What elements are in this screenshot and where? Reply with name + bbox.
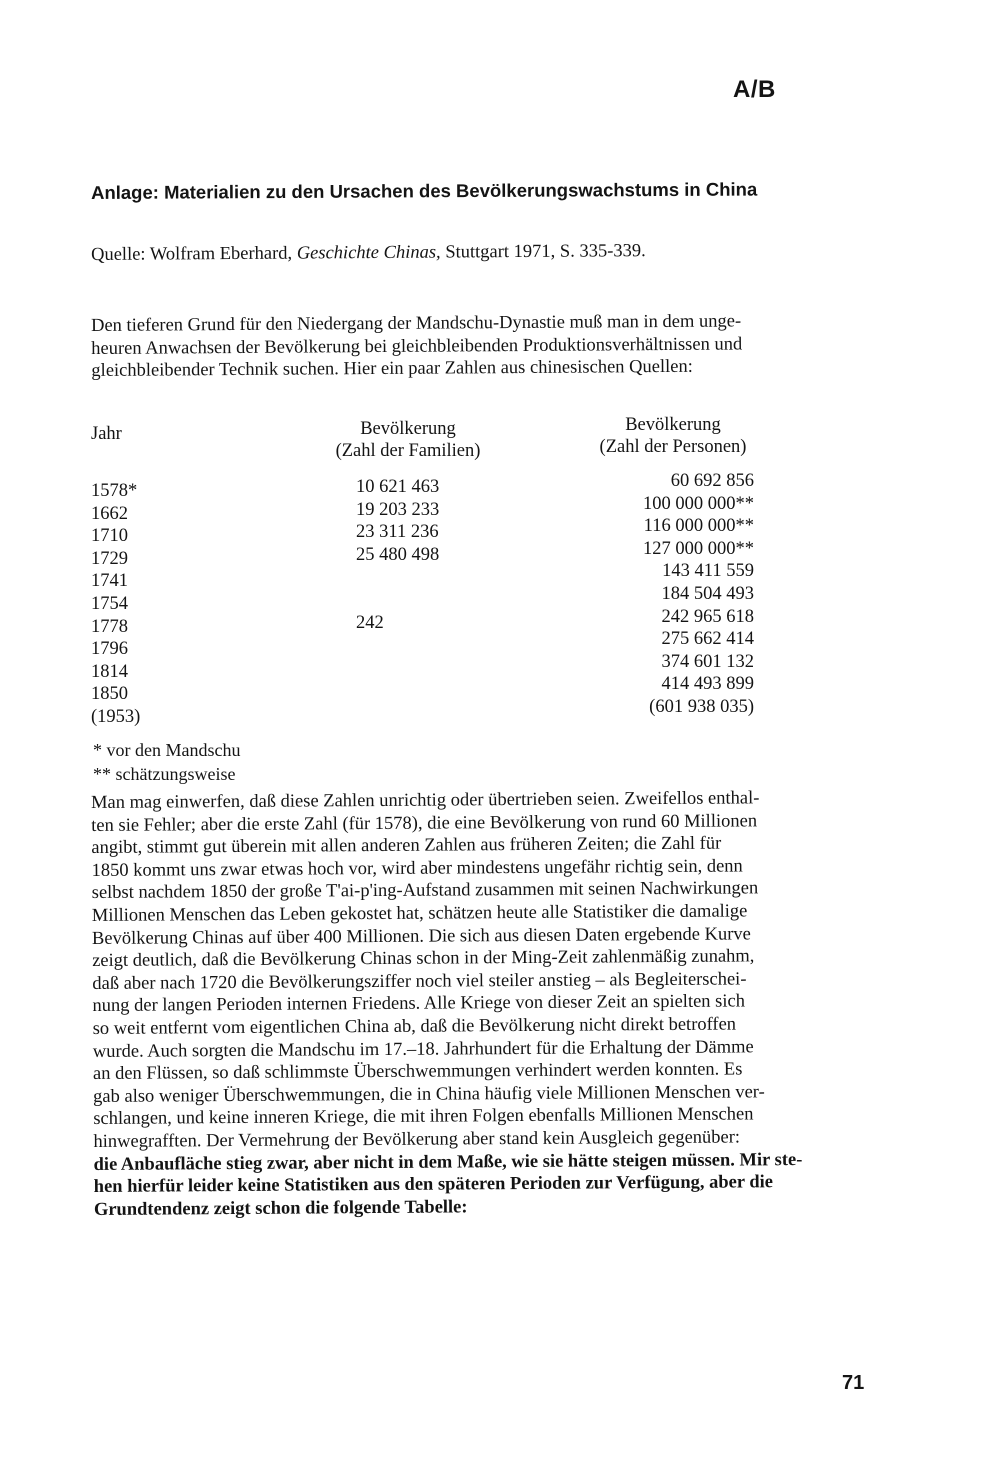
paragraph-line: so weit entfernt vom eigentlichen China ab, daß die Bevölkerung nicht direkt betroffen [92,1014,737,1039]
body-paragraph [91,787,854,1222]
persons-cell: 116 000 000** [643,516,754,537]
footnote: * vor den Mandschu [93,740,241,760]
paragraph-line: heuren Anwachsen der Bevölkerung bei gleichbleibenden Produktionsverhältnissen und [91,334,743,359]
year-cell: (1953) [91,706,141,727]
heading-label: Anlage: [91,181,159,203]
persons-cell: 100 000 000** [643,493,754,514]
page-number: 71 [842,1372,865,1394]
persons-cell: 184 504 493 [661,583,754,604]
paragraph-line: 1850 kommt uns zwar etwas hoch vor, wird aber mindestens ungefähr richtig sein, denn [91,856,743,881]
persons-cell: 374 601 132 [661,651,754,672]
header-families-line1: Bevölkerung [360,419,456,439]
year-cell: 1741 [91,571,128,592]
families-cell [356,702,439,725]
year-cell: 1578* [91,481,138,501]
families-cell [356,634,439,657]
footnote: ** schätzungsweise [93,764,236,784]
persons-cell: 275 662 414 [661,629,754,650]
year-cell: 1814 [91,661,128,682]
source-citation [91,241,646,266]
year-cell: 1778 [91,616,128,637]
families-cell [356,679,439,702]
heading-title: Materialien zu den Ursachen des Bevölkerungswachstums in China [163,178,758,203]
header-persons [585,414,761,458]
persons-cell: 127 000 000** [643,538,754,559]
paragraph-line: ten sie Fehler; aber die erste Zahl (für 1578), die eine Bevölkerung von rund 60 Millionen [91,810,758,836]
paragraph-line: zeigt deutlich, daß die Bevölkerung Chinas schon in der Ming-Zeit zahlenmäßig zunahm, [92,946,755,972]
paragraph-line: Bevölkerung Chinas auf über 400 Millionen. Die sich aus diesen Daten ergebende Kurve [91,923,751,949]
paragraph-line: Man mag einwerfen, daß diese Zahlen unrichtig oder übertrieben seien. Zweifellos enthal- [91,788,760,813]
persons-cell: 143 411 559 [662,561,754,582]
families-cell [356,657,439,680]
paragraph-line: Grundtendenz zeigt schon die folgende Tabelle: [93,1197,468,1220]
persons-column [614,470,754,719]
families-column [356,476,439,725]
header-families [322,418,494,462]
year-cell: 1796 [91,639,128,660]
year-column [91,480,140,729]
page-id: A/B [733,76,776,103]
paragraph-line: nung der langen Perioden internen Friedens. Alle Kriege von dieser Zeit an spielten sich [92,991,746,1017]
paragraph-line: hen hierfür leider keine Statistiken aus den späteren Perioden zur Verfügung, aber die [93,1172,774,1198]
year-cell: 1754 [91,593,128,614]
source-prefix: Quelle: Wolfram Eberhard, [91,243,297,265]
families-cell: 19 203 233 [356,499,440,520]
source-suffix: Stuttgart 1971, S. 335-339. [440,241,646,263]
paragraph-line: daß aber nach 1720 die Bevölkerungsziffer noch viel steiler anstieg – als Begleiterschei- [92,969,747,994]
paragraph-line: gleichbleibender Technik suchen. Hier ein paar Zahlen aus chinesischen Quellen: [91,356,693,382]
paragraph-line: schlangen, und keine inneren Kriege, die mit ihren Folgen ebenfalls Millionen Menschen [93,1104,754,1130]
paragraph-line: wurde. Auch sorgten die Mandschu im 17.–18. Jahrhundert für die Erhaltung der Dämme [92,1036,754,1062]
paragraph-line: die Anbaufläche stieg zwar, aber nicht in dem Maße, wie sie hätte steigen müssen. Mir ste- [93,1149,803,1175]
source-book-title: Geschichte Chinas, [296,242,441,264]
paragraph-line: an den Flüssen, so daß schlimmste Überschwemmungen verhindert werden konnten. Es [92,1059,743,1085]
persons-cell: (601 938 035) [649,696,754,717]
persons-cell: 242 965 618 [661,606,754,627]
header-families-line2: (Zahl der Familien) [335,441,481,461]
year-cell: 1662 [91,503,128,524]
families-cell: 23 311 236 [356,522,439,543]
paragraph-line: gab also weniger Überschwemmungen, die in China häufig viele Millionen Menschen ver- [93,1082,765,1107]
families-cell: 10 621 463 [356,477,440,497]
families-cell [356,566,439,589]
header-year: Jahr [91,424,122,444]
paragraph-line: Den tieferen Grund für den Niedergang der Mandschu-Dynastie muß man in dem unge- [91,311,742,336]
header-persons-line1: Bevölkerung [625,415,721,435]
intro-paragraph [91,310,851,383]
paragraph-line: angibt, stimmt gut überein mit allen anderen Zahlen aus früheren Zeiten; die Zahl für [91,833,722,859]
header-persons-line2: (Zahl der Personen) [599,437,747,457]
families-cell: 242 [356,612,384,633]
families-cell: 25 480 498 [356,544,440,565]
paragraph-line: selbst nachdem 1850 der große T'ai-p'ing-Aufstand zusammen mit seinen Nachwirkungen [91,878,759,904]
page-heading [91,177,951,204]
paragraph-line: Millionen Menschen das Leben gekostet hat, schätzen heute alle Statistiker die damalige [91,901,748,926]
year-cell: 1729 [91,548,128,569]
families-cell [356,589,439,612]
year-cell: 1710 [91,526,128,547]
year-cell: 1850 [91,684,128,705]
paragraph-line: hinwegrafften. Der Vermehrung der Bevölkerung aber stand kein Ausgleich gegenüber: [93,1127,741,1152]
persons-cell: 414 493 899 [661,674,754,695]
persons-cell: 60 692 856 [670,471,754,491]
